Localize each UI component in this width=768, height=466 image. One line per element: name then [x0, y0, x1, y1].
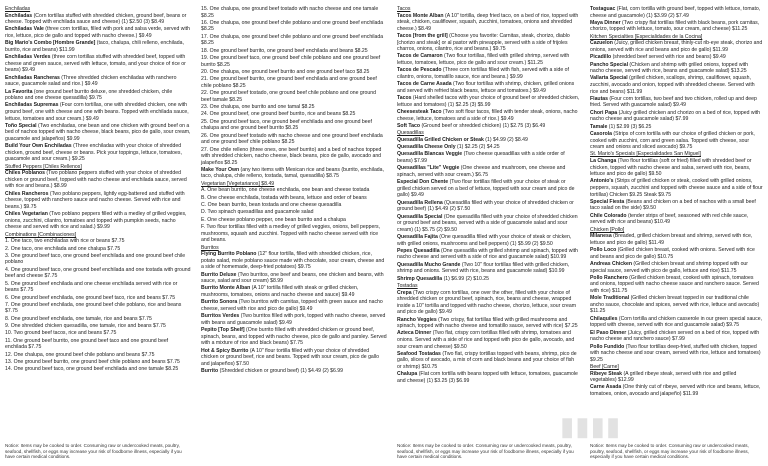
section-heading: Beef [Carne]: [590, 363, 619, 370]
menu-item-description: (Two poblano peppers filled with a medley of grilled veggies, onions, zucchini, cilantro, tomatoes and topped with pumpkin seeds, nacho cheese and served with rice and salad.) $9.99: [5, 211, 187, 231]
menu-item: [590, 213, 763, 226]
menu-item-description: (Two soft flour tacos, filled with tender steak, onions, nacho cheese, lettuce, tomatoes and a side of rice.) $9.49: [397, 108, 578, 122]
menu-item-description: (A 10" flour tortilla filled with your choice of shredded chicken or ground beef, rice and beans. Topped with sour cream, pico de gallo and jalapeños) $7.50: [201, 347, 379, 367]
menu-item: [397, 13, 580, 33]
menu-item: [201, 147, 387, 167]
menu-item-description: (Shredded chicken or ground beef) (1) $4.49 (2) $6.99: [218, 367, 344, 374]
menu-item-description: 17. One chalupa, one ground beef chile poblano and one ground beef enchilada $8.25: [201, 33, 384, 47]
menu-item-name: Enchiladas Verdes: [5, 54, 51, 61]
menu-item: [397, 151, 580, 164]
menu-item-name: Casorola: [590, 131, 612, 138]
menu-item-name: Tostaguac: [590, 6, 616, 12]
menu-item-name: Burritos Verdes: [201, 313, 240, 320]
menu-item-description: (Two flat, crispy corn tortillas filled with shrimp, tomatoes and onions. Served with a side of rice and topped with pico de gallo, avocado, and sour cream and cheese) $9.50: [397, 330, 575, 350]
menu-item-description: (grilled chicken, scallops, shrimp, cauliflower, squash, zucchini, avocado and onion, topped with shredded cheese. Served with rice and beans) $11.99: [590, 75, 755, 95]
menu-item-name: Enchiladas Supremas: [5, 102, 59, 109]
menu-item-description: (Beans and chicken on a bed of nachos with a small beef taco salad on the side) $9.50: [590, 198, 756, 212]
menu-item-description: (Chicken and shrimp with grilled onions, topped with nacho cheese, served with rice, beans and guacamole salad) $13.25: [590, 61, 749, 75]
menu-item: [201, 48, 387, 55]
menu-item-description: (1) $4.99 (2) $8.49: [483, 136, 528, 143]
menu-item: [5, 191, 191, 211]
menu-item-description: (tender strips of beef, seasoned with red chile sauce, served with rice and beans) $10.49: [590, 212, 749, 226]
menu-item-description: (Two flour tortillas with shrimp, chicken, grilled onions and served with refried black beans, lettuce and tomatoes.) $9.49: [397, 81, 575, 94]
menu-item-description: 27. One chile relleno (three ones, one beef burrito) and a bed of nachos topped with shredded chicken, nacho cheese, black beans, pico de gallo, avocado and jalapeños $8.25: [201, 146, 382, 166]
menu-item-description: 21. One ground beef burrito, one ground beef enchilada and one ground beef chile poblano $8.25: [201, 76, 377, 89]
menu-item-description: (Juicy grilled chicken and chorizo on a bed of rice, topped with nacho cheese and guacamole salad) $7.99: [590, 109, 761, 123]
menu-item-description: (A 10" tortilla, deep fried taco, on a bed of rice, topped with steak, chicken, cauliflower, squash, zucchini, tomatoes, onions and shredded cheese.) $8.49: [397, 12, 579, 32]
menu-item: [590, 275, 763, 295]
section-heading: Combinations [Combinaciones]: [5, 231, 77, 238]
menu-item-description: (Grilled chicken breast and shrimp topped with our special sauce, served with pico de gallo, lettuce and rice) $11.75: [590, 260, 749, 274]
menu-item-name: Picadillo: [590, 54, 612, 61]
menu-item: [590, 110, 763, 123]
menu-item: [5, 40, 191, 53]
menu-item-name: Chile Colorado: [590, 212, 627, 219]
menu-item-description: (Three enchiladas with your choice of shredded chicken, ground beef, cheese or beans. Pick your toppings, lettuce, tomatoes, guacamole and sour cream.) $9.25: [5, 143, 182, 163]
menu-item-description: 12. One chalupa, one ground beef chile poblano and beans $7.75: [5, 351, 155, 358]
menu-item: [5, 330, 191, 337]
menu-item-name: Rancho Veggies: [397, 316, 437, 323]
menu-item: [397, 262, 580, 275]
menu-item-name: Enchiladas Rancheras: [5, 74, 60, 81]
menu-item-description: (A 10" tortilla filled with steak or grilled chicken, mushrooms, tomatoes, onions and nacho cheese and sauce) $9.49: [201, 285, 359, 298]
menu-item-name: Shrimp Quesadilla: [397, 275, 443, 282]
menu-item-description: 10. Two ground beef tacos, rice and beans $7.75: [5, 330, 117, 337]
menu-item: [201, 6, 387, 19]
menu-item: [5, 123, 191, 143]
menu-item-name: Carne Asada: [590, 384, 622, 391]
menu-item: [397, 330, 580, 350]
menu-item-name: Crepa: [397, 289, 412, 296]
menu-item-description: (Four corn tortillas, two beef and two chicken, rolled up and deep fried. Served with guacamole salad) $9.49: [590, 95, 757, 109]
menu-item: [590, 247, 763, 260]
menu-item-name: Quesadilla Special: [397, 213, 443, 220]
menu-item: [201, 104, 387, 111]
menu-item-name: Mole Traditional: [590, 295, 630, 302]
menu-item-name: Special Fiesta: [590, 198, 625, 205]
section-heading: Kitchen Specialties [Especialidades de la Cocina]: [590, 33, 703, 40]
menu-item: [590, 54, 763, 61]
menu-item-name: Enchiladas Vale: [5, 26, 44, 33]
menu-notice: Notice: Items may be cooked to order. Consuming raw or undercooked meats, poultry, seafood, shellfish, or eggs may increase your risk of foodborne illness, especially if you have certain medical conditions.: [5, 443, 182, 460]
menu-item-description: 20. One chalupa, one ground beef burrito and one ground beef taco $8.25: [201, 68, 370, 75]
menu-item: [201, 272, 387, 285]
menu-item: [590, 295, 763, 315]
menu-item-name: Pollo Ranchero: [590, 274, 628, 281]
menu-item-description: (Corn tortilla and chicken casserole in our green special sauce, topped with cheese, served with rice and guacamole salad) $9.75: [590, 315, 763, 329]
menu-item-description: (Juicy, grilled chicken served on a bed of rice, topped with nacho cheese and ranchero sauce) $7.99: [590, 329, 760, 343]
menu-item: [201, 187, 387, 194]
menu-item-description: (Two poblano peppers, lightly egg-battered and stuffed with cheese, topped with ranchero sauce and nacho cheese. Served with rice and beans.) $9.75: [5, 190, 185, 210]
menu-item-description: 24. One ground beef, one ground beef burrito, rice and beans $8.25: [201, 111, 356, 118]
menu-item: [201, 20, 387, 33]
menu-item-description: (Breaded, grilled chicken breast and shrimp, served with rice, lettuce and pico de gallo) $11.49: [590, 233, 753, 246]
menu-item: [5, 366, 191, 373]
menu-item: [5, 281, 191, 294]
menu-item-description: (Choose you favorite: Carnitas, steak, chorizo, diablo [chorizo and steak] or al pastor with pineapple, served with a side of frijoles charros, onions, cilantro, rice and beans.) $9.75: [397, 32, 570, 53]
menu-item-description: (Two flat, crispy tortillas topped with beans, shrimp, pico de gallo, slices of avocado, a mix of corn and black beans and your choice of fish or shrimp) $10.75: [397, 350, 577, 370]
menu-item-name: Burrito: [201, 367, 219, 374]
menu-item: [590, 62, 763, 75]
menu-item: [201, 217, 387, 224]
menu-item-description: (Strips of corn tortilla with our choice of grilled chicken or pork, cooked with zucchini, corn and green salsa. Topped with cheese, sour cream and onions and sliced avocado) $9.75: [590, 131, 755, 151]
menu-item: [590, 316, 763, 329]
menu-item: [397, 81, 580, 94]
menu-item: [201, 111, 387, 118]
menu-item: [201, 251, 387, 271]
menu-item-name: Make Your Own: [201, 166, 240, 173]
menu-item-description: (three corn tortillas, filled with pork and salsa verde, served with rice, lettuce, pico de gallo and topped with nacho cheese.) $9.49: [5, 26, 190, 39]
menu-item: [5, 211, 191, 231]
menu-item: [5, 253, 191, 266]
menu-item: [397, 137, 580, 144]
menu-item: [201, 348, 387, 368]
menu-item-name: Cazuelon: [590, 40, 613, 47]
section-heading: Burritos: [201, 244, 219, 251]
menu-item-description: 3. One ground beef taco, one ground beef enchilada and one ground beef chile poblano: [5, 252, 186, 266]
menu-item-name: Burrito Sonora: [201, 299, 238, 306]
menu-item-description: (1) $6.99 (2) $10.25: [442, 275, 490, 282]
menu-item-description: (Two crispy corn tortillas, one over the other, filled with your choice of shredded chicken or ground beef, spinach, rice, beans and cheese, wrapped inside a 10" tortilla and topped with nacho cheese, chorizo, lettuce, sour cream and pico de gallo) $9.49: [397, 289, 576, 316]
menu-item: [397, 67, 580, 80]
menu-item-description: A. One bean burrito, one cheese enchilada, one bean and cheese tostada: [201, 187, 370, 194]
menu-item: [590, 75, 763, 95]
menu-item-description: D. Two spinach quesadillas and guacamole salad: [201, 209, 314, 216]
menu-item: [5, 323, 191, 330]
menu-item: [590, 20, 763, 33]
menu-column-4: [585, 0, 768, 466]
menu-item-description: 1. One taco, two enchiladas with rice or beans $7.75: [5, 238, 125, 245]
menu-item: [201, 313, 387, 326]
menu-item: [5, 267, 191, 280]
menu-item-description: 25. One ground beef taco, one ground beef enchilada and one ground beef chalupa and one ground beef burrito $8.25: [201, 118, 372, 132]
menu-item: [5, 89, 191, 102]
menu-item-name: La Changa: [590, 158, 617, 164]
menu-item-description: (One quesadilla with grilled shrimp and spinach, topped with nacho cheese and served with a side of rice and guacamole salad) $10.99: [397, 247, 578, 261]
menu-item: [590, 124, 763, 131]
menu-item-description: E. One cheese poblano pepper, one bean burrito and a chalupa: [201, 216, 346, 223]
menu-item-name: Quesadilla Blancas Veggie: [397, 151, 463, 158]
menu-item-description: 23. One chalupa, one burrito and one tamal $8.25: [201, 104, 315, 111]
menu-item: [5, 302, 191, 315]
menu-item: [5, 54, 191, 74]
menu-item-description: (one ground beef burrito deluxe, one shredded chicken, chile poblano and one cheese quesadilla) $9.75: [5, 88, 173, 102]
menu-item-description: (Juicy, grilled chicken breast, thinly-cut rib-eye steak, chorizo and onions, served with rice and beans and pico de gallo) $11.99: [590, 40, 763, 53]
menu-item: [5, 295, 191, 302]
menu-item-description: (Strips of grilled chicken or steak, cooked with grilled onions, peppers, squash, zucchini and topped with cheese sauce and a side of flour tortillas) Chicken $9.25 Steak $9.75: [590, 178, 763, 198]
menu-item-description: 15. One chalupa, one ground beef tostado with nacho cheese and one tamale $8.25: [201, 6, 379, 19]
menu-item-description: (Two flour tortillas, filled with grilled shrimp, served with lettuce, tomatoes, lettuce, pico de gallo and sour cream.) $11.25: [397, 53, 570, 66]
menu-item-name: Pepito [Top Shelf]: [201, 327, 245, 334]
menu-item-name: Big Mario's Combo [Hombre Grande]: [5, 40, 96, 47]
menu-item: [201, 167, 387, 180]
menu-item-name: Seafood Tostadas: [397, 350, 441, 357]
menu-item-description: (Two 10" flour tortillas filled with grilled chicken, shrimp and onions. Served with rice, beans and guacamole salad) $10.99: [397, 261, 570, 275]
menu-item: [590, 131, 763, 151]
section-heading: Tacos: [397, 6, 411, 12]
menu-item-name: Pancho Special: [590, 61, 628, 68]
menu-item: [397, 33, 580, 53]
menu-item-name: Quesadilla Rellena: [397, 199, 443, 206]
menu-item: [590, 261, 763, 274]
menu-item: [397, 179, 580, 199]
menu-item-name: Tacos de Pescado: [397, 67, 442, 74]
menu-item: [201, 119, 387, 132]
menu-item: [397, 371, 580, 384]
menu-item-name: Milanesa: [590, 233, 612, 240]
menu-item-name: Burrito Monte Alban: [201, 285, 251, 292]
menu-item-description: (three corn tortillas stuffed with shredded beef, topped with cheese and green sauce, served with lettuce, tomato, and your choice of rice or beans) $9.49: [5, 54, 186, 74]
menu-item-name: Vallarta Special: [590, 75, 628, 82]
menu-item: [5, 338, 191, 351]
menu-item: [397, 276, 580, 283]
watermark-mark: ▮▮▮▮: [560, 412, 622, 441]
menu-item-description: (Two cheese quesadillas with a side order of beans) $7.99: [397, 151, 565, 164]
menu-item-description: (Hard shelled tacos with your choice of ground beef or shredded chicken, lettuce and tomatoes) (1) $2.25 (3) $5.99: [397, 95, 580, 108]
menu-item-name: Andreas Chicken: [590, 260, 632, 267]
menu-notice: Notice: Items may be cooked to order. Consuming raw or undercooked meats, poultry, seafood, shellfish, or eggs may increase your risk of foodborne illness, especially if you have certain medical conditions.: [590, 443, 749, 460]
menu-item-name: Especial Don Chente: [397, 179, 449, 186]
menu-column-3: [392, 0, 585, 466]
menu-item: [5, 75, 191, 88]
menu-item-description: (Three shredded chicken enchiladas with ranchero sauce, guacamole salad and rice.) $9.49: [5, 74, 177, 88]
menu-item-name: El Paso Dinner: [590, 329, 627, 336]
menu-item-description: (One cheese and mushroom, one cheese and spinach, served with sour cream.) $6.75: [397, 165, 566, 178]
menu-notice: Notice: Items may be cooked to order. Consuming raw or undercooked meats, poultry, seafood, shellfish, or eggs may increase your risk of foodborne illness, especially if you have certain medical conditions.: [397, 443, 574, 460]
menu-item: [590, 6, 763, 19]
menu-item: [397, 95, 580, 108]
menu-item-description: 26. One ground beef tostado with nacho cheese and one ground beef enchilada and one ground beef chile poblano $8.25: [201, 132, 383, 146]
menu-item: [397, 317, 580, 330]
menu-item-name: Hot & Spicy Burrito: [201, 347, 249, 354]
section-heading: Quesadillas: [397, 130, 424, 137]
menu-item-description: (taco, chalupa, chili relleno, enchilada, burrito, rice and beans) $11.99: [5, 40, 184, 53]
menu-item-name: Chalupa: [397, 371, 418, 378]
menu-item-description: (Two flour tortillas filled with your choice of steak or grilled chicken served on a bed of lettuce, topped with sour cream and pico de gallo) $9.49: [397, 179, 575, 199]
menu-item: [5, 26, 191, 39]
menu-item: [201, 90, 387, 103]
menu-item-name: Chiles Poblanos: [5, 170, 45, 177]
menu-item: [397, 214, 580, 234]
menu-item-description: 16. One chalupa, one ground beef chile poblano and one ground beef enchilada $8.25: [201, 19, 384, 33]
menu-item: [201, 299, 387, 312]
menu-item: [590, 158, 763, 178]
menu-item-name: Pepes Quesadilla: [397, 247, 440, 254]
menu-item-name: Azteca Dinner: [397, 330, 432, 337]
menu-item-name: Antonio's: [590, 178, 614, 185]
menu-item: [397, 200, 580, 213]
menu-item-description: (1) $2.99 (3) $6.25: [607, 123, 652, 130]
menu-item-name: Flying Burrito Poblano: [201, 251, 257, 258]
menu-item: [590, 344, 763, 364]
menu-item-name: Soft Taco: [397, 122, 421, 129]
menu-item: [5, 143, 191, 163]
menu-column-1: [0, 0, 196, 466]
menu-item-name: Quesadilla Grilled Chicken or Steak: [397, 136, 484, 143]
menu-item-description: F. Two flour tortillas filled with a medley of grilled veggies, onions, bell peppers, mushrooms, squash and zucchini. Topped with nacho cheese served with rice and beans.: [201, 224, 381, 244]
menu-item: [201, 285, 387, 298]
menu-item-name: Quesadilla Fajita: [397, 234, 438, 240]
menu-item: [397, 53, 580, 66]
menu-item-description: 5. One ground beef enchilada and one cheese enchilada served with rice or beans $7.75: [5, 280, 178, 294]
menu-item-description: (Grilled chicken breast, cooked with spinach, tomatoes and onions, topped with nacho cheese sauce and ranchero sauce. Served with rice) $11.75: [590, 274, 759, 294]
menu-item-name: Tacos de Carne Asada: [397, 81, 452, 88]
menu-item: [201, 327, 387, 347]
menu-item: [5, 170, 191, 190]
menu-item-name: Chori Papa: [590, 109, 618, 116]
menu-item-name: Cheesesteak Taco: [397, 108, 442, 115]
menu-item-description: (Two enchiladas, one bean and one chicken with ground beef on a bed of nachos topped with nacho cheese, black beans, pico de gallo, sour cream, guacamole and jalapeños) $9.99: [5, 122, 191, 142]
menu-item: [201, 133, 387, 146]
menu-item: [5, 246, 191, 253]
menu-item: [397, 290, 580, 316]
menu-item-description: 13. One ground beef burrito, one ground beef chile poblano and beans $7.75: [5, 359, 180, 366]
menu-item: [201, 209, 387, 216]
menu-item-description: 11. One ground beef burrito, one ground beef taco and one ground beef enchilada $7.75: [5, 337, 169, 351]
menu-item-description: (Grilled chicken breast topped in our traditional chile ancho sauce, chocolate and spices, served with rice, lettuce and avocado) $11.25: [590, 295, 760, 315]
menu-item: [590, 371, 763, 384]
menu-item: [5, 238, 191, 245]
menu-item-description: (One quesadilla filled with your choice of shredded chicken or ground beef and beans, served with a side of guacamole salad and sour cream) (1) $5.75 (2) $9.50: [397, 213, 578, 233]
menu-item: [5, 13, 191, 26]
menu-item: [201, 368, 387, 375]
menu-item-name: Chiles Vegetarian: [5, 211, 48, 218]
menu-item-name: Build Your Own Enchiladas: [5, 143, 72, 150]
menu-item: [397, 109, 580, 122]
menu-item-name: Enchiladas: [5, 12, 33, 19]
menu-item-description: C. One bean burrito, bean tostada and one cheese quesadilla: [201, 202, 342, 209]
menu-item-description: (Two burritos, one beef and beans, one chicken and beans, with sauce, salad and sour cream) $8.99: [201, 271, 384, 285]
menu-item-description: 19. One ground beef taco, one ground beef chile poblano and one ground beef burrito $8.25: [201, 55, 381, 68]
menu-item-name: Ribeye Steak: [590, 370, 623, 377]
menu-item: [590, 40, 763, 53]
menu-item-description: (Three corn tortillas filled with fish, served with a side of cilantro, onions, tomatillo sauce, rice and beans.) $9.99: [397, 67, 569, 80]
menu-item-description: 2. One taco, one enchilada and one chalupa $7.75: [5, 245, 121, 252]
section-heading: Tostadas: [397, 283, 418, 290]
menu-item-name: Toño Special: [5, 122, 37, 129]
menu-item-description: (1) $2.25 (2) $4.25: [455, 144, 500, 151]
menu-item: [201, 76, 387, 89]
menu-item-description: (Two burritos with carnitas, topped with green sauce and nacho cheese, served with rice and pico de gallo) $9.49: [201, 299, 383, 312]
menu-item-description: 6. One ground beef enchilada, one ground beef taco, rice and beans $7.75: [5, 294, 176, 301]
menu-item-description: (Corn tortillas stuffed with shredded chicken, ground beef, beans or cheese. Topped with enchilada sauce and cheese) (1) $2.50 (3) $8.49: [5, 12, 187, 26]
menu-item: [5, 359, 191, 366]
menu-item-name: La Favorita: [5, 88, 33, 95]
menu-item: [5, 102, 191, 122]
menu-item-description: (Flat corn tortilla with beans topped with lettuce, tomatoes, guacamole and cheese) (1) $3.25 (3) $6.99: [397, 371, 578, 384]
menu-item: [397, 165, 580, 178]
menu-item-description: (Quesadilla filled with your choice of shredded chicken or ground beef) (1) $4.49 (2) $7.50: [397, 199, 574, 213]
menu-item: [201, 195, 387, 202]
menu-item: [397, 351, 580, 371]
menu-item-description: (12" flour tortilla, filled with shredded chicken, rice, potato salad, mole poblano sauce made with chocolate, sour cream, cheese and a side of homemade, deep-fried potatoes) $9.75: [201, 251, 385, 271]
menu-item: [201, 55, 387, 68]
menu-item: [397, 144, 580, 151]
menu-column-2: [196, 0, 392, 466]
menu-item: [397, 234, 580, 247]
menu-item: [590, 384, 763, 397]
menu-item-name: Quesadillas "Lite" Veggie: [397, 165, 460, 172]
menu-item-description: (Ground beef or shredded chicken) (1) $2.75 (3) $6.49: [420, 122, 546, 129]
menu-item-name: Quesadilla Mucho Grande: [397, 261, 461, 268]
menu-item-name: Burrito Deluxe: [201, 271, 237, 278]
menu-item: [397, 123, 580, 130]
section-heading: Enchiladas: [5, 6, 31, 12]
menu-item-description: 7. One ground beef enchilada, one ground beef chile poblano, rice and beans $7.75: [5, 301, 182, 315]
menu-item-name: Tacos de Camaron: [397, 53, 443, 60]
menu-item-description: (Two crispy flat tortillas filled with black beans, pork carnitas, chorizo, topped with lettuce, tomato, sour cream, and cheese) $11.25: [590, 19, 760, 33]
menu-item-description: (Two flour tortillas (soft or fried) filled with shredded beef or chicken, topped with nacho cheese and salsa, served with rice, beans, lettuce and pico de gallo) $9.50: [590, 158, 752, 178]
menu-item: [5, 352, 191, 359]
menu-item: [590, 96, 763, 109]
menu-item-name: Tacos Monte Alban: [397, 12, 444, 19]
section-heading: Chicken [Pollo]: [590, 226, 625, 233]
menu-item-description: (One quesadilla filled with your choice of steak or chicken, with grilled onions, mushrooms and bell peppers) (1) $5.99 (2) $9.50: [397, 234, 572, 247]
menu-item-name: Pollo Fundido: [590, 343, 625, 350]
menu-item-description: (Two poblano peppers stuffed with your choice of shredded chicken or ground beef, topped with nacho cheese and enchilada sauce, served with rice and beans.) $8.99: [5, 170, 187, 190]
menu-item-description: (Two crispy, flat tortillas filled with grilled mushrooms and spinach, topped with nacho cheese and tomatillo sauce, served with rice) $7.25: [397, 316, 578, 330]
menu-item-description: 18. One ground beef burrito, one ground beef enchilada and beans $8.25: [201, 47, 368, 54]
menu-item: [590, 233, 763, 246]
menu-item-name: Quesadilla Cheese Only: [397, 144, 456, 151]
menu-item-description: 22. One ground beef tostado, one ground beef chile poblano and one ground beef tamale $8.25: [201, 90, 376, 103]
menu-item-description: (One burrito filled with shredded chicken or ground beef, spinach, beans, and topped with nacho cheese, pico de gallo and parsley. Served with a mixture of rice and black beans) $7.75: [201, 327, 387, 347]
menu-item-description: (Two burritos filled with pork, topped with nacho cheese, served with beans and guacamole salad) $9.49: [201, 313, 386, 326]
menu-item-name: Flautas: [590, 95, 608, 102]
menu-item-name: Maya Dinner: [590, 19, 621, 26]
menu-item: [590, 178, 763, 198]
menu-item-description: 14. One ground beef taco, one ground beef enchilada and one tamale $8.25: [5, 366, 179, 373]
menu-item-name: Tacos: [397, 95, 412, 102]
menu-item-name: Tacos [from the grill]: [397, 32, 448, 39]
menu-item: [201, 202, 387, 209]
menu-item-name: Pollo Loco: [590, 247, 617, 254]
section-heading: Vegetarian [Vegetarianos] $8.49: [201, 180, 275, 187]
menu-item-description: 4. One ground beef taco, one ground beef enchilada and one tostada with ground beef and cheese $7.75: [5, 266, 191, 280]
menu-item: [201, 224, 387, 244]
menu-item: [590, 199, 763, 212]
menu-item: [397, 248, 580, 261]
menu-item-description: 9. One shredded chicken quesadilla, one tamale, rice and beans $7.75: [5, 323, 166, 330]
menu-item-description: (Flat, corn tortilla with ground beef, topped with lettuce, tomato, cheese and guacamole) (1) $3.99 (2) $7.49: [590, 6, 761, 19]
menu-item-description: (A grilled ribeye steak, served with rice and grilled vegetables) $12.99: [590, 370, 737, 384]
menu-item-name: Chiles Rancheros: [5, 190, 49, 197]
section-heading: Stuffed Peppers [Chiles Rellenos]: [5, 163, 82, 170]
menu-item-name: Chilaquiles: [590, 315, 618, 322]
menu-item: [201, 69, 387, 76]
menu-item-description: (Grilled chicken breast, cooked with onions. Served with rice and beans and pico de gallo) $10.75: [590, 247, 755, 260]
menu-item-description: 8. One ground beef enchilada, one tamale, rice and beans $7.75: [5, 315, 152, 322]
menu-item: [201, 34, 387, 47]
menu-item-name: Tamale: [590, 123, 608, 130]
menu-item-description: B. One cheese enchilada, tostada with beans, lettuce and order of beans: [201, 194, 367, 201]
menu-item: [590, 330, 763, 343]
menu-item-description: (Two flour tortillas deep-fried, stuffed with chicken, topped with nacho cheese and sour cream, served with rice, lettuce and tomatoes) $9.25: [590, 343, 761, 363]
menu-item: [5, 316, 191, 323]
section-heading: St. Mario's Specials [Especialidades San Miguel]: [590, 151, 701, 158]
menu-item-description: (shredded beef served with rice and beans) $9.49: [611, 54, 726, 61]
menu-item-description: (One thinly cut of ribeye, served with rice and beans, lettuce, tomatoes, onion, avocado and jalapeño) $11.99: [590, 384, 761, 397]
menu-item-description: (any two items with Mexican rice and beans (burrito, enchilada, taco, chalupa, chile relleno, tostada, tamal, quesadilla) $8.75: [201, 166, 384, 180]
menu-item-description: (Four corn tortillas, one with shredded chicken, one with ground beef, one with cheese and one with beans. Topped with enchilada sauce, lettuce, tomatoes and sour cream.) $9.49: [5, 102, 189, 122]
